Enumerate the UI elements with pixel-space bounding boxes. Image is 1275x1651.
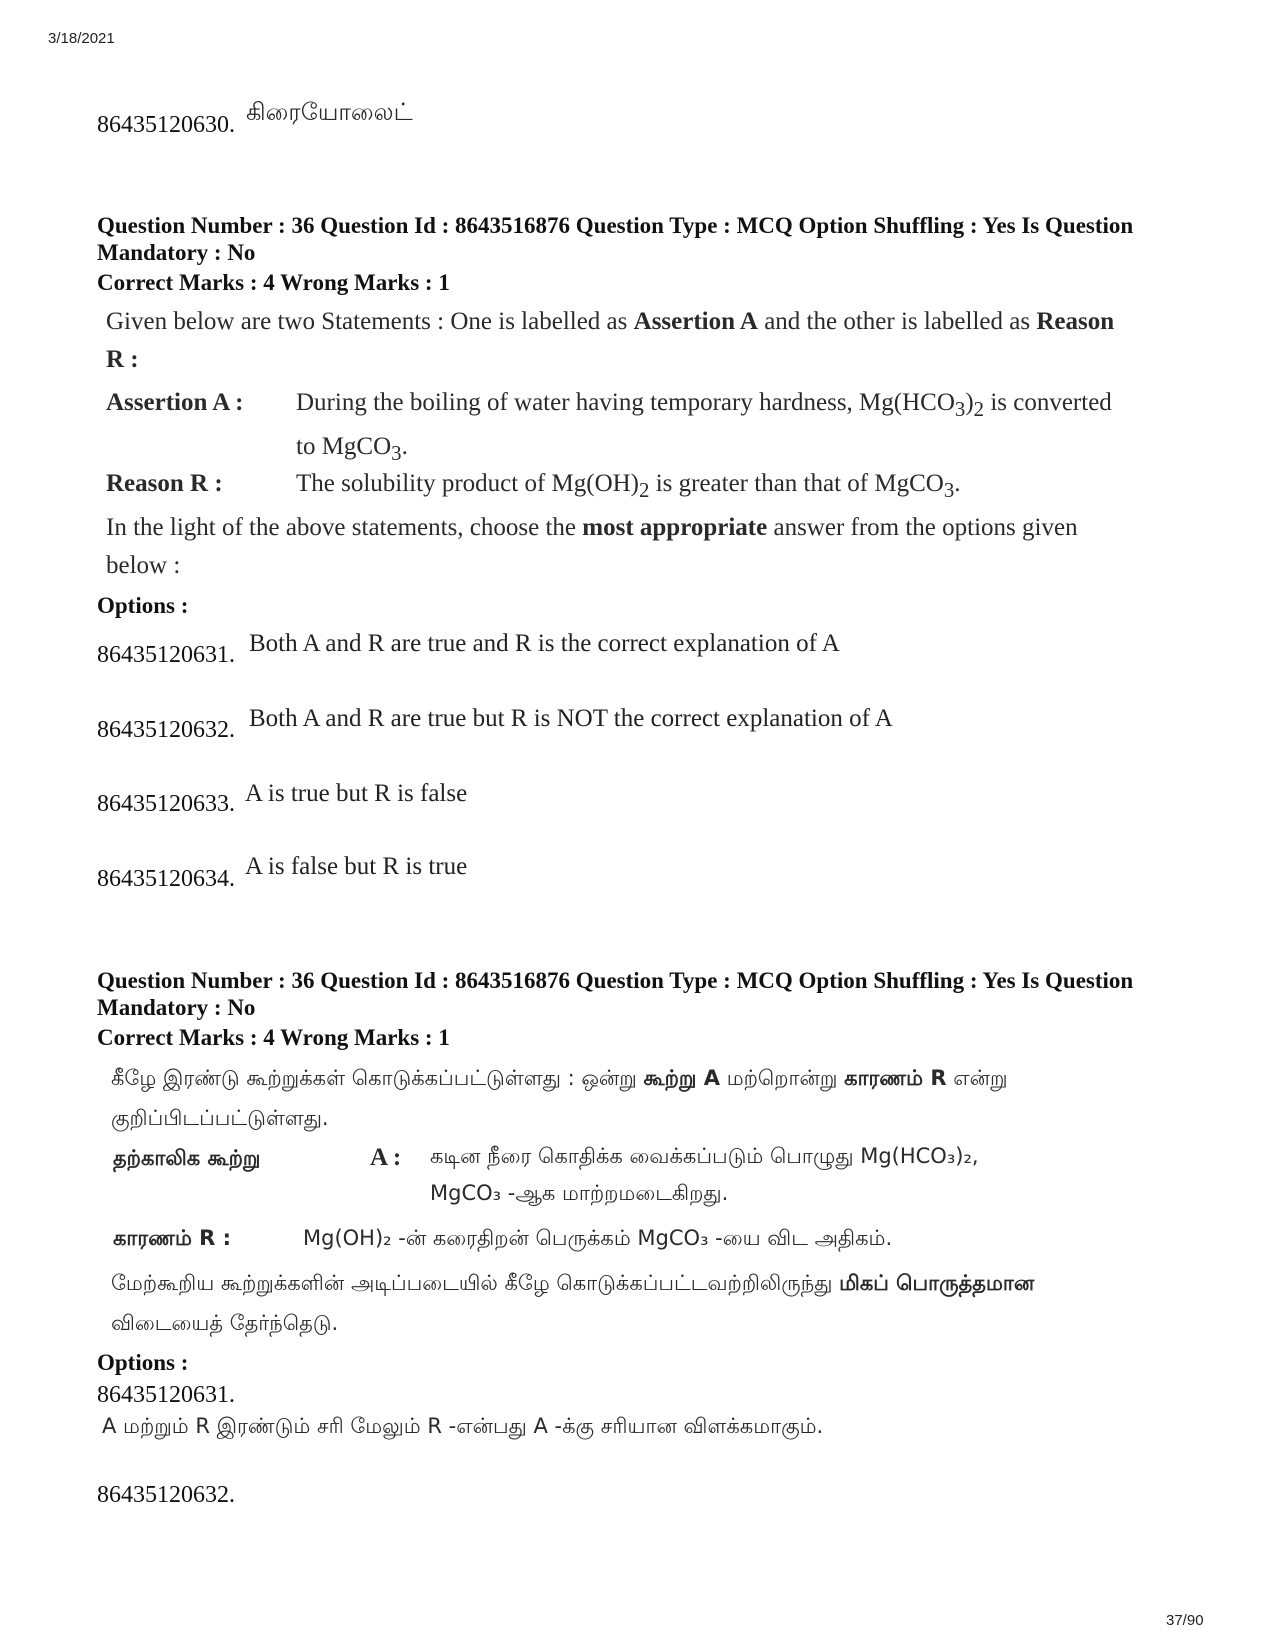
option-text: Both A and R are true and R is the correct explanation of A	[249, 630, 840, 657]
options-label: Options :	[97, 593, 189, 618]
reason-label: Reason R :	[106, 470, 223, 497]
assertion-label: தற்காலிக கூற்று	[113, 1146, 261, 1170]
option-id: 86435120631.	[97, 642, 235, 668]
option-id: 86435120632.	[97, 717, 235, 743]
reason-text: Mg(OH)₂ -ன் கரைதிறன் பெருக்கம் MgCO₃ -யை விட அதிகம்.	[303, 1226, 893, 1250]
assertion-text: During the boiling of water having temporary hardness, $Mg(HCO_3)_2$ is converted to MgCO$_3$.	[296, 389, 1112, 465]
question-instruction: மேற்கூறிய கூற்றுக்களின் அடிப்படையில் கீழே கொடுக்கப்பட்டவற்றிலிருந்து மிகப் பொருத்தமான விடையைத் தேர்ந்தெடு.	[111, 1271, 1035, 1335]
reason-text: The solubility product of $Mg(OH)_2$ is greater than that of MgCO$_3$.	[296, 470, 961, 502]
question-header: Question Number : 36 Question Id : 8643516876 Question Type : MCQ Option Shuffling : Yes Is Question Mandatory : No	[97, 213, 1134, 265]
page-number: 37/90	[1166, 1612, 1204, 1629]
question-intro: கீழே இரண்டு கூற்றுக்கள் கொடுக்கப்பட்டுள்ளது : ஒன்று கூற்று A மற்றொன்று காரணம் R என்று குறிப்பிடப்பட்டுள்ளது.	[111, 1066, 1008, 1130]
options-label: Options :	[97, 1350, 189, 1375]
option-text: A is false but R is true	[245, 853, 468, 880]
option-id: 86435120630.	[97, 112, 235, 138]
assertion-text-line-1: கடின நீரை கொதிக்க வைக்கப்படும் பொழுது Mg(HCO₃)₂,	[430, 1144, 979, 1168]
option-text: A மற்றும் R இரண்டும் சரி மேலும் R -என்பது A -க்கு சரியான விளக்கமாகும்.	[102, 1414, 824, 1438]
question-intro: Given below are two Statements : One is labelled as Assertion A and the other is labelled as Reason R :	[106, 308, 1115, 373]
question-instruction: In the light of the above statements, choose the most appropriate answer from the options given below :	[106, 514, 1078, 579]
marks-line: Correct Marks : 4 Wrong Marks : 1	[97, 270, 450, 295]
print-date: 3/18/2021	[48, 30, 115, 47]
assertion-label: Assertion A :	[106, 389, 244, 416]
option-id: 86435120631.	[97, 1382, 235, 1408]
option-text: A is true but R is false	[245, 780, 468, 807]
assertion-letter: A :	[370, 1144, 402, 1171]
option-text: கிரையோலைட்	[246, 98, 413, 126]
question-header: Question Number : 36 Question Id : 8643516876 Question Type : MCQ Option Shuffling : Yes Is Question Mandatory : No	[97, 968, 1134, 1020]
marks-line: Correct Marks : 4 Wrong Marks : 1	[97, 1025, 450, 1050]
option-id: 86435120632.	[97, 1482, 235, 1508]
option-id: 86435120634.	[97, 866, 235, 892]
option-text: Both A and R are true but R is NOT the correct explanation of A	[249, 705, 893, 732]
option-id: 86435120633.	[97, 791, 235, 817]
reason-label: காரணம் R :	[113, 1226, 232, 1250]
assertion-text-line-2: MgCO₃ -ஆக மாற்றமடைகிறது.	[430, 1181, 729, 1205]
